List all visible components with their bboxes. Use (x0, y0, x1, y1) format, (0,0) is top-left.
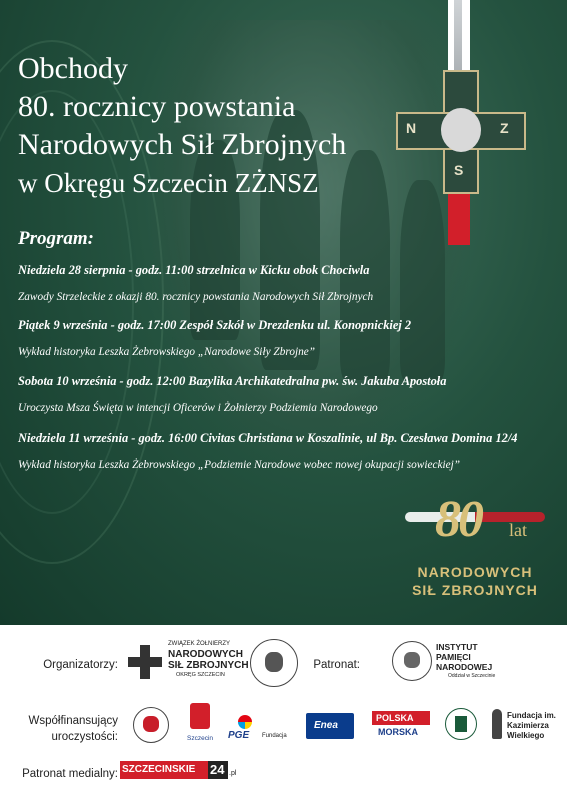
event-header: Piątek 9 września - godz. 17:00 Zespół Szkół w Drezdenku ul. Konopnickiej 2 (18, 318, 412, 332)
media-suffix: .pl (229, 770, 237, 777)
event-description: Wykład historyka Leszka Żebrowskiego „Podziemie Narodowe wobec nowej okupacji sowieckiej” (18, 459, 461, 471)
title-line: 80. rocznicy powstania (18, 90, 296, 123)
eagle-emblem-icon (133, 707, 169, 743)
kaz-text: Wielkiego (507, 731, 545, 740)
event-header: Sobota 10 września - godz. 12:00 Bazylika Archikatedralna pw. św. Jakuba Apostoła (18, 374, 447, 388)
forest-emblem-icon (445, 708, 477, 740)
ipn-text: NARODOWEJ (436, 662, 493, 672)
morska-text: MORSKA (378, 727, 418, 737)
media-patron-label: Patronat medialny: (22, 768, 118, 780)
poster-title (18, 50, 346, 202)
event-description: Zawody Strzeleckie z okazji 80. rocznicy powstania Narodowych Sił Zbrojnych (18, 291, 374, 303)
program-event (18, 431, 518, 471)
seal-emblem-icon (250, 639, 298, 687)
program-heading: Program: (18, 228, 94, 249)
emblem-letter-n: N (406, 120, 417, 136)
patron-label: Patronat: (313, 659, 360, 671)
anniversary-badge (395, 490, 555, 610)
badge-number: 80 (435, 491, 481, 548)
chess-piece-icon (492, 709, 502, 739)
eagle-icon (441, 108, 481, 152)
title-line: Narodowych Sił Zbrojnych (18, 128, 347, 161)
cross-icon (128, 645, 162, 679)
organizers-label: Organizatorzy: (43, 659, 118, 671)
logo-text: OKRĘG SZCZECIN (176, 672, 225, 678)
logo-text: SIŁ ZBROJNYCH (168, 660, 249, 671)
enea-text: Enea (314, 720, 338, 731)
polska-text: POLSKA (376, 713, 414, 723)
kaz-text: Kazimierza (507, 721, 549, 730)
fundacja-text: Fundacja (262, 733, 287, 739)
media-number: 24 (210, 762, 225, 777)
nsz-cross-emblem (396, 70, 522, 190)
badge-line: NARODOWYCH (417, 564, 533, 580)
event-description: Uroczysta Msza Święta w intencji Oficerów i Żołnierzy Podziemia Narodowego (18, 402, 378, 414)
event-description: Wykład historyka Leszka Żebrowskiego „Narodowe Siły Zbrojne” (18, 346, 316, 358)
kaz-text: Fundacja im. (507, 711, 556, 720)
title-line: w Okręgu Szczecin ZŻNSZ (18, 168, 319, 198)
logo-text: NARODOWYCH (168, 649, 243, 660)
program-event (18, 263, 373, 303)
title-line: Obchody (18, 52, 128, 85)
ipn-emblem-icon (392, 641, 432, 681)
emblem-letter-s: S (454, 162, 464, 178)
badge-line: SIŁ ZBROJNYCH (412, 582, 538, 598)
media-text: SZCZECINSKIE (122, 764, 196, 775)
event-header: Niedziela 11 września - godz. 16:00 Civitas Christiana w Koszalinie, ul Bp. Czesława Domina 12/4 (18, 431, 518, 445)
pge-text: PGE (228, 730, 250, 741)
pge-icon (238, 715, 252, 729)
logo-text: ZWIĄZEK ŻOŁNIERZY (168, 641, 231, 647)
ipn-text: INSTYTUT (436, 642, 478, 652)
ipn-text: PAMIĘCI (436, 652, 471, 662)
cofunding-label: uroczystości: (51, 731, 118, 743)
cofunding-label: Współfinansujący (28, 715, 118, 727)
sponsors-footer (0, 625, 567, 800)
szczecin-label: Szczecin (187, 735, 214, 742)
szczecin-icon (190, 703, 210, 729)
ipn-text: Oddział w Szczecinie (448, 673, 496, 679)
program-event (18, 374, 446, 414)
zznsz-logo (128, 641, 249, 689)
program-event (18, 318, 411, 358)
badge-suffix: lat (509, 520, 527, 540)
event-header: Niedziela 28 sierpnia - godz. 11:00 strzelnica w Kicku obok Chociwla (18, 263, 370, 277)
emblem-letter-z: Z (500, 120, 509, 136)
